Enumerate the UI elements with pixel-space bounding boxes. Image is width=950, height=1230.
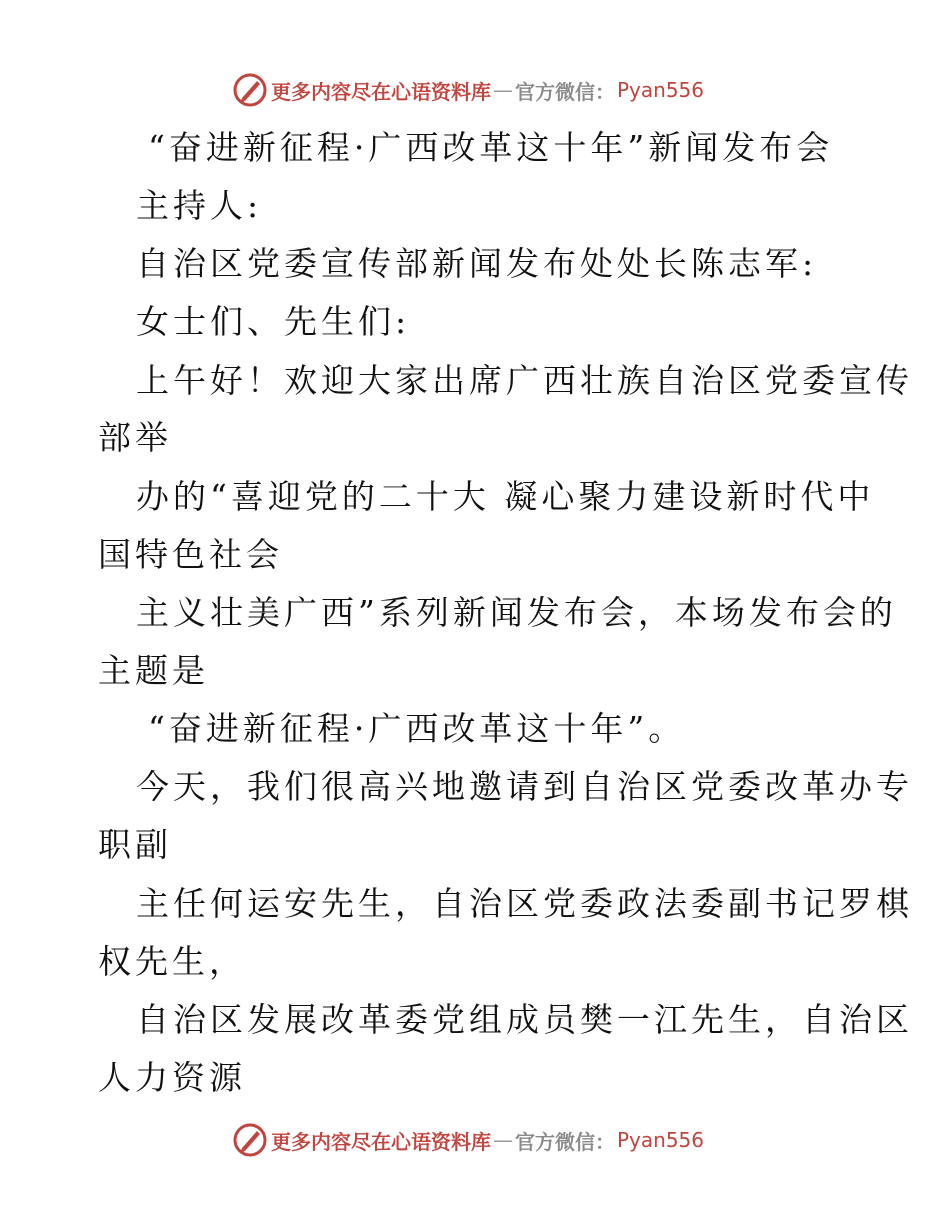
footer-dash: — xyxy=(493,1128,513,1152)
footer-site-text: 更多内容尽在心语资料库 xyxy=(271,1129,491,1154)
paragraph-line: 主持人: xyxy=(136,186,263,225)
paragraph-line: 主义壮美广西”系列新闻发布会，本场发布会的 xyxy=(136,593,897,632)
header-dash: — xyxy=(493,78,513,102)
paragraph-line: 主题是 xyxy=(98,651,209,690)
paragraph-line: 女士们、先生们: xyxy=(136,302,411,341)
paragraph-line: 人力资源 xyxy=(98,1058,246,1097)
quill-pen-logo-icon xyxy=(233,1123,267,1157)
footer-wechat-label: 官方微信： xyxy=(515,1129,615,1154)
paragraph-line: 今天，我们很高兴地邀请到自治区党委改革办专 xyxy=(136,767,913,806)
quill-pen-logo-icon xyxy=(233,73,267,107)
document-title: “奋进新征程·广西改革这十年”新闻发布会 xyxy=(148,128,834,167)
header-wechat-label: 官方微信： xyxy=(515,79,615,104)
footer-wechat-id: Pyan556 xyxy=(617,1128,705,1152)
paragraph-line: “奋进新征程·广西改革这十年”。 xyxy=(148,709,686,748)
header-banner xyxy=(233,72,704,108)
footer-banner xyxy=(233,1122,704,1158)
header-site-text: 更多内容尽在心语资料库 xyxy=(271,79,491,104)
paragraph-line: 上午好！欢迎大家出席广西壮族自治区党委宣传 xyxy=(136,361,913,400)
paragraph-line: 权先生， xyxy=(98,942,246,981)
paragraph-line: 自治区党委宣传部新闻发布处处长陈志军: xyxy=(136,244,818,283)
paragraph-line: 自治区发展改革委党组成员樊一江先生，自治区 xyxy=(136,1000,913,1039)
paragraph-line: 主任何运安先生，自治区党委政法委副书记罗棋 xyxy=(136,884,913,923)
paragraph-line: 部举 xyxy=(98,418,172,457)
header-wechat-id: Pyan556 xyxy=(617,78,705,102)
paragraph-line: 职副 xyxy=(98,825,172,864)
paragraph-line: 国特色社会 xyxy=(98,535,283,574)
paragraph-line: 办的“喜迎党的二十大 凝心聚力建设新时代中 xyxy=(136,477,875,516)
